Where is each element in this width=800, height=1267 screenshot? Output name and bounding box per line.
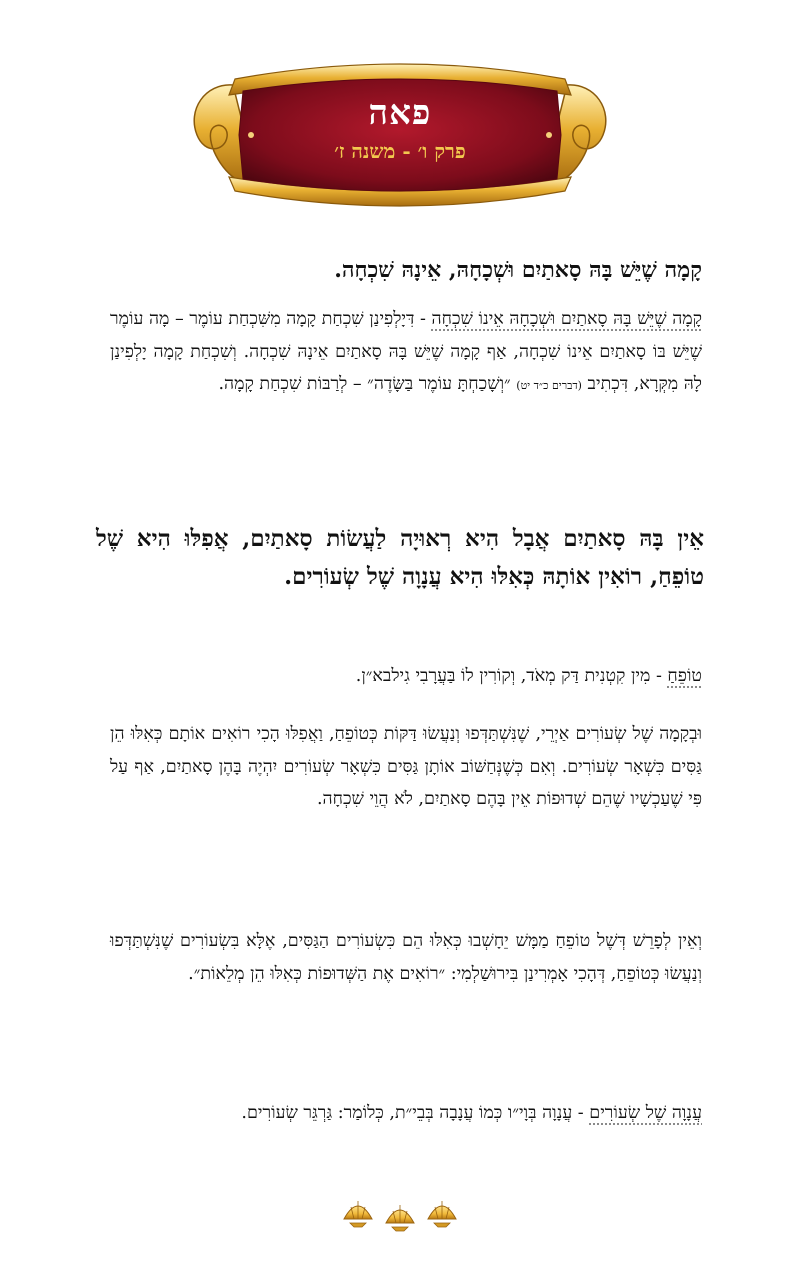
page-title: פאה	[368, 93, 432, 133]
commentary-text: - מִין קִטְנִית דַּק מְאֹד, וְקוֹרִין לוֹ בַּעֲרָבִי גִילבא״ן.	[355, 666, 668, 686]
commentary-text: - דִּיָלְפִינַן שִׁכְחַת קָמָה מִשִּׁכְחַת עוֹמֶר – מָה עוֹמֶר שֶׁיֵּשׁ בּוֹ סָאתַיִם אֵינוֹ שִׁכְחָה, אַף קָמָה שֶׁיֵּשׁ בָּהּ סָאתַיִם אֵינָהּ שִׁכְחָה. וְשִׁכְחַת קָמָה יָלְפִינַן לָהּ מִקְּרָא, דִּכְתִיב	[110, 309, 702, 394]
mishna-text-a: קָמָה שֶׁיֵּשׁ בָּהּ סָאתַיִם וּשְׁכָחָהּ, אֵינָהּ שִׁכְחָה.	[334, 257, 702, 283]
shell-icon	[428, 1201, 456, 1227]
title-banner	[185, 55, 615, 215]
commentary-paragraph: וּבְקָמָה שֶׁל שְׂעוֹרִים אַיְרֵי, שֶׁנִּשְׁתַּדְּפוּ וְנַעֲשׂוּ דַּקּוֹת כְּטוֹפֵחַ, וַאֲפִלּוּ הָכִי רוֹאִים אוֹתָם כְּאִלּוּ הֵן גַּסִּים כִּשְׁאָר שְׂעוֹרִים. וְאִם כְּשֶׁנְּחַשּׁוֹב אוֹתָן גַּסִּים כִּשְׁאָר שְׂעוֹרִים יִהְיֶה בָּהֶן סָאתַיִם, אַף עַל פִּי שֶׁעַכְשָׁיו שֶׁהֵם שְׁדוּפוֹת אֵין בָּהֶם סָאתַיִם, לֹא הֲוֵי שִׁכְחָה.	[110, 724, 702, 809]
dibbur-hamatchil: עֲנָוָה שֶׁל שְׂעוֹרִים	[589, 1103, 702, 1123]
scroll-banner-graphic	[185, 55, 615, 215]
footer-ornament	[338, 1193, 462, 1233]
shell-icon	[386, 1205, 414, 1231]
verse-reference: (דברים כ״ד יט)	[516, 379, 582, 392]
mishna-text-b: אֵין בָּהּ סָאתַיִם אֲבָל הִיא רְאוּיָה לַעֲשׂוֹת סָאתַיִם, אֲפִלּוּ הִיא שֶׁל טוֹפֵחַ, רוֹאִין אוֹתָהּ כְּאִלּוּ הִיא עֲנָוָה שֶׁל שְׂעוֹרִים.	[96, 525, 704, 590]
commentary-text: - עֲנָוָה בְּוָי״ו כְּמוֹ עֲנָבָה בְּבֵי״ת, כְּלוֹמַר: גַּרְגֵּר שְׂעוֹרִים.	[241, 1103, 590, 1123]
shell-ornament-graphic	[338, 1193, 462, 1233]
commentary-paragraph	[110, 660, 702, 693]
commentary-paragraph	[110, 1097, 702, 1130]
dibbur-hamatchil: קָמָה שֶׁיֵּשׁ בָּהּ סָאתַיִם וּשְׁכָחָהּ אֵינוֹ שִׁכְחָה	[431, 309, 703, 329]
dibbur-hamatchil: טוֹפֵחַ	[667, 666, 702, 686]
commentary-paragraph: וְאֵין לְפָרֵשׁ דְּשֶׁל טוֹפֵחַ מַמָּשׁ יֵחָשְׁבוּ כְּאִלּוּ הֵם כִּשְׂעוֹרִים הַגַּסִּים, אֶלָּא בִּשְׂעוֹרִים שֶׁנִּשְׁתַּדְּפוּ וְנַעֲשׂוּ כְּטוֹפֵחַ, דְּהָכִי אָמְרִינַן בִּירוּשַׁלְמִי: ״רוֹאִים אֶת הַשְּׁדוּפוֹת כְּאִלּוּ הֵן מְלֵאוֹת״.	[110, 931, 702, 984]
commentary-paragraph	[110, 303, 702, 403]
shell-icon	[344, 1201, 372, 1227]
commentary-text: ״וְשָׁכַחְתָּ עוֹמֶר בַּשָּׂדֶה״ – לְרַבּוֹת שִׁכְחַת קָמָה.	[218, 374, 517, 394]
page-subtitle: פרק ו׳ - משנה ז׳	[334, 139, 466, 163]
